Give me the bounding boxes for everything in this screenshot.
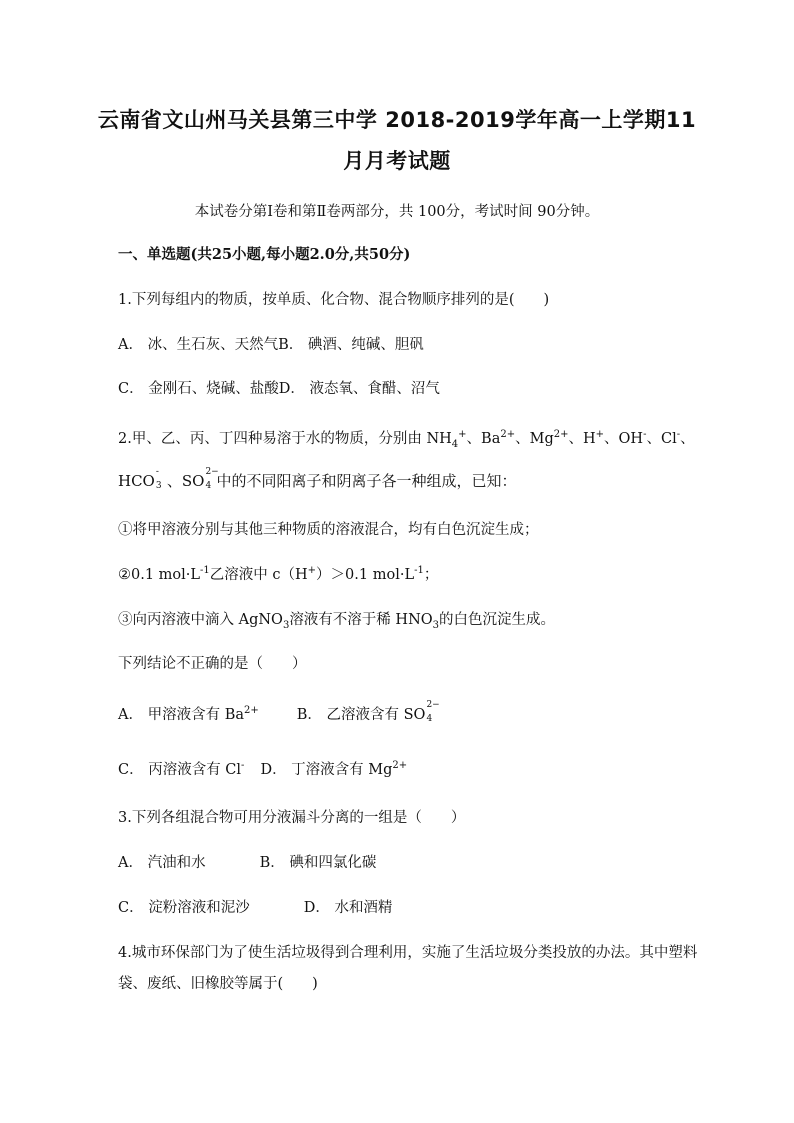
superscript: 2− <box>426 700 440 710</box>
ion-charge-stack <box>425 700 440 724</box>
superscript: - <box>676 429 681 441</box>
question-4-stem-line1: 4.城市环保部门为了使生活垃圾得到合理利用，实施了生活垃圾分类投放的办法。其中塑料 <box>118 945 698 961</box>
condition-text: ）＞0.1 mol·L <box>316 567 415 583</box>
condition-text: 的白色沉淀生成。 <box>439 612 556 628</box>
condition-text: ； <box>423 567 439 583</box>
superscript: -1 <box>200 565 210 577</box>
option-a: A． 汽油和水 <box>118 855 206 871</box>
option-c: C． 淀粉溶液和泥沙 <box>118 900 250 916</box>
question-1-options-ab <box>118 333 424 354</box>
question-2-ions-line <box>118 467 517 491</box>
question-3-stem: 3.下列各组混合物可用分液漏斗分离的一组是（ ） <box>118 810 466 826</box>
ion-text: 、Cl <box>646 431 677 447</box>
condition-3 <box>118 608 555 629</box>
ion-text: HCO <box>118 472 155 490</box>
option-b: B． 碘和四氯化碳 <box>259 855 377 871</box>
subscript: 3 <box>432 619 440 631</box>
question-2-options-cd <box>118 758 407 779</box>
subscript: 4 <box>451 438 459 450</box>
exam-intro: 本试卷分第Ⅰ卷和第Ⅱ卷两部分，共 100分，考试时间 90分钟。 <box>194 204 600 220</box>
option-b: B． 碘酒、纯碱、胆矾 <box>278 337 424 353</box>
ion-text: 、OH <box>604 431 644 447</box>
option-d: D． 水和酒精 <box>303 900 393 916</box>
superscript: + <box>458 429 467 441</box>
superscript: 2− <box>205 467 219 477</box>
option-a: A． 甲溶液含有 Ba <box>118 707 244 723</box>
subscript: 3 <box>282 619 290 631</box>
superscript: + <box>595 429 605 441</box>
question-2-options-ab <box>118 700 440 724</box>
superscript: - <box>241 760 245 772</box>
option-b: B． 乙溶液含有 SO <box>296 707 426 723</box>
question-2-stem <box>118 427 695 448</box>
question-4-stem-line2: 袋、废纸、旧橡胶等属于( ) <box>118 976 318 992</box>
subscript: 4 <box>426 714 433 724</box>
condition-text: ②0.1 mol·L <box>118 567 201 583</box>
document-title-line2: 月月考试题 <box>343 149 451 173</box>
subscript: 4 <box>205 481 212 491</box>
condition-1: ①将甲溶液分别与其他三种物质的溶液混合，均有白色沉淀生成； <box>118 522 539 538</box>
subscript: 3 <box>155 481 162 491</box>
superscript: -1 <box>414 565 424 577</box>
superscript: 2+ <box>392 760 408 772</box>
ion-text: 、Mg <box>515 431 554 447</box>
superscript: + <box>307 565 317 577</box>
condition-text: 乙溶液中 c（H <box>209 567 308 583</box>
ion-charge-stack <box>155 467 167 491</box>
condition-2 <box>118 563 438 584</box>
ion-text: 、 <box>680 431 695 447</box>
stem-text: 中的不同阳离子和阴离子各一种组成，已知： <box>216 472 517 490</box>
question-3-options-cd <box>118 896 392 917</box>
question-3-options-ab <box>118 851 376 872</box>
section-heading: 一、单选题(共25小题,每小题2.0分,共50分) <box>118 246 411 263</box>
ion-charge-stack <box>204 467 219 491</box>
ion-text: 、H <box>568 431 596 447</box>
superscript: 2+ <box>500 429 516 441</box>
option-d: D． 液态氧、食醋、沼气 <box>278 381 440 397</box>
option-d: D． 丁溶液含有 Mg <box>260 762 393 778</box>
question-2-ask: 下列结论不正确的是（ ） <box>118 656 307 672</box>
superscript: 2+ <box>244 705 259 717</box>
question-1-options-cd <box>118 377 440 398</box>
condition-text: ③向丙溶液中滴入 AgNO <box>118 612 283 628</box>
ion-text: 、Ba <box>466 431 501 447</box>
superscript: - <box>155 467 159 477</box>
ion-text: 、SO <box>166 472 205 490</box>
document-title-line1: 云南省文山州马关县第三中学 2018-2019学年高一上学期11 <box>97 108 697 132</box>
condition-text: 溶液有不溶于稀 HNO <box>289 612 433 628</box>
option-c: C． 金刚石、烧碱、盐酸 <box>118 381 279 397</box>
stem-text: 2.甲、乙、丙、丁四种易溶于水的物质，分别由 NH <box>118 431 452 447</box>
superscript: 2+ <box>553 429 569 441</box>
question-1-stem: 1.下列每组内的物质，按单质、化合物、混合物顺序排列的是( ) <box>118 292 550 308</box>
option-c: C． 丙溶液含有 Cl <box>118 762 242 778</box>
superscript: - <box>643 429 647 441</box>
option-a: A． 冰、生石灰、天然气 <box>118 337 279 353</box>
